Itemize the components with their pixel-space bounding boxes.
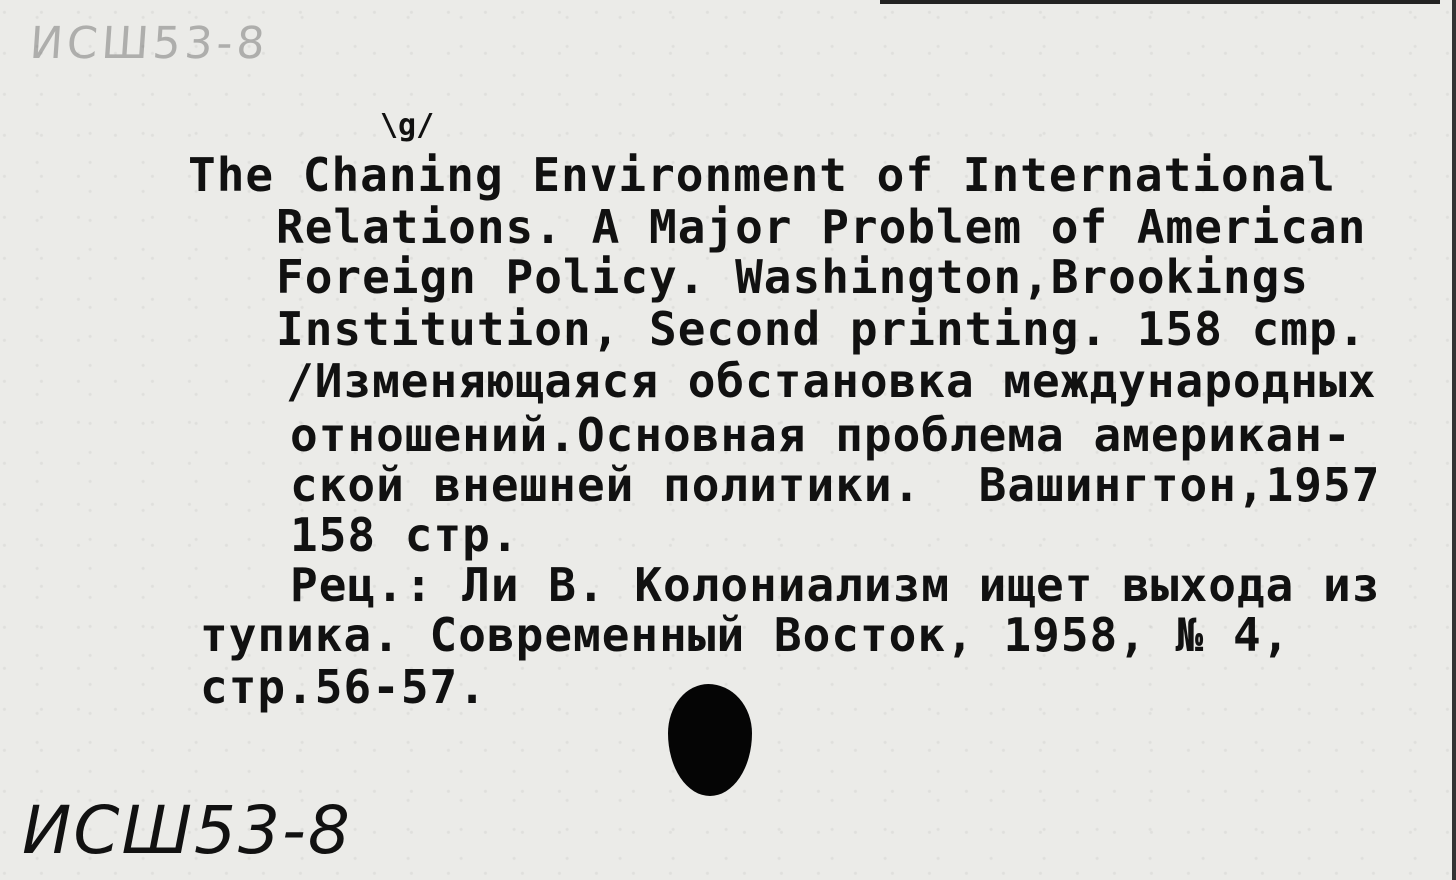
entry-line-6: отношений.Основная проблема американ- bbox=[290, 408, 1352, 462]
faint-top-stamp: ИСШ53-8 bbox=[28, 18, 271, 69]
entry-line-2: Relations. A Major Problem of American bbox=[276, 200, 1367, 254]
entry-line-8: 158 стр. bbox=[290, 508, 520, 562]
entry-line-1: The Chaning Environment of International bbox=[188, 148, 1336, 202]
entry-line-5: /Изменяющаяся обстановка международных bbox=[286, 354, 1377, 408]
entry-line-10: тупика. Современный Восток, 1958, № 4, bbox=[200, 608, 1291, 662]
entry-line-7: ской внешней политики. Вашингтон,1957 bbox=[290, 458, 1381, 512]
insertion-mark: \g/ bbox=[380, 108, 435, 143]
top-border-line bbox=[880, 0, 1440, 4]
entry-line-3: Foreign Policy. Washington,Brookings bbox=[276, 250, 1309, 304]
right-border-line bbox=[1452, 0, 1456, 880]
entry-line-9: Рец.: Ли В. Колониализм ищет выхода из bbox=[290, 558, 1381, 612]
punch-hole bbox=[668, 684, 752, 796]
handwritten-shelf-code: ИСШ53-8 bbox=[22, 792, 352, 869]
entry-line-4: Institution, Second printing. 158 cmp. bbox=[276, 302, 1367, 356]
entry-line-11: стр.56-57. bbox=[200, 660, 487, 714]
